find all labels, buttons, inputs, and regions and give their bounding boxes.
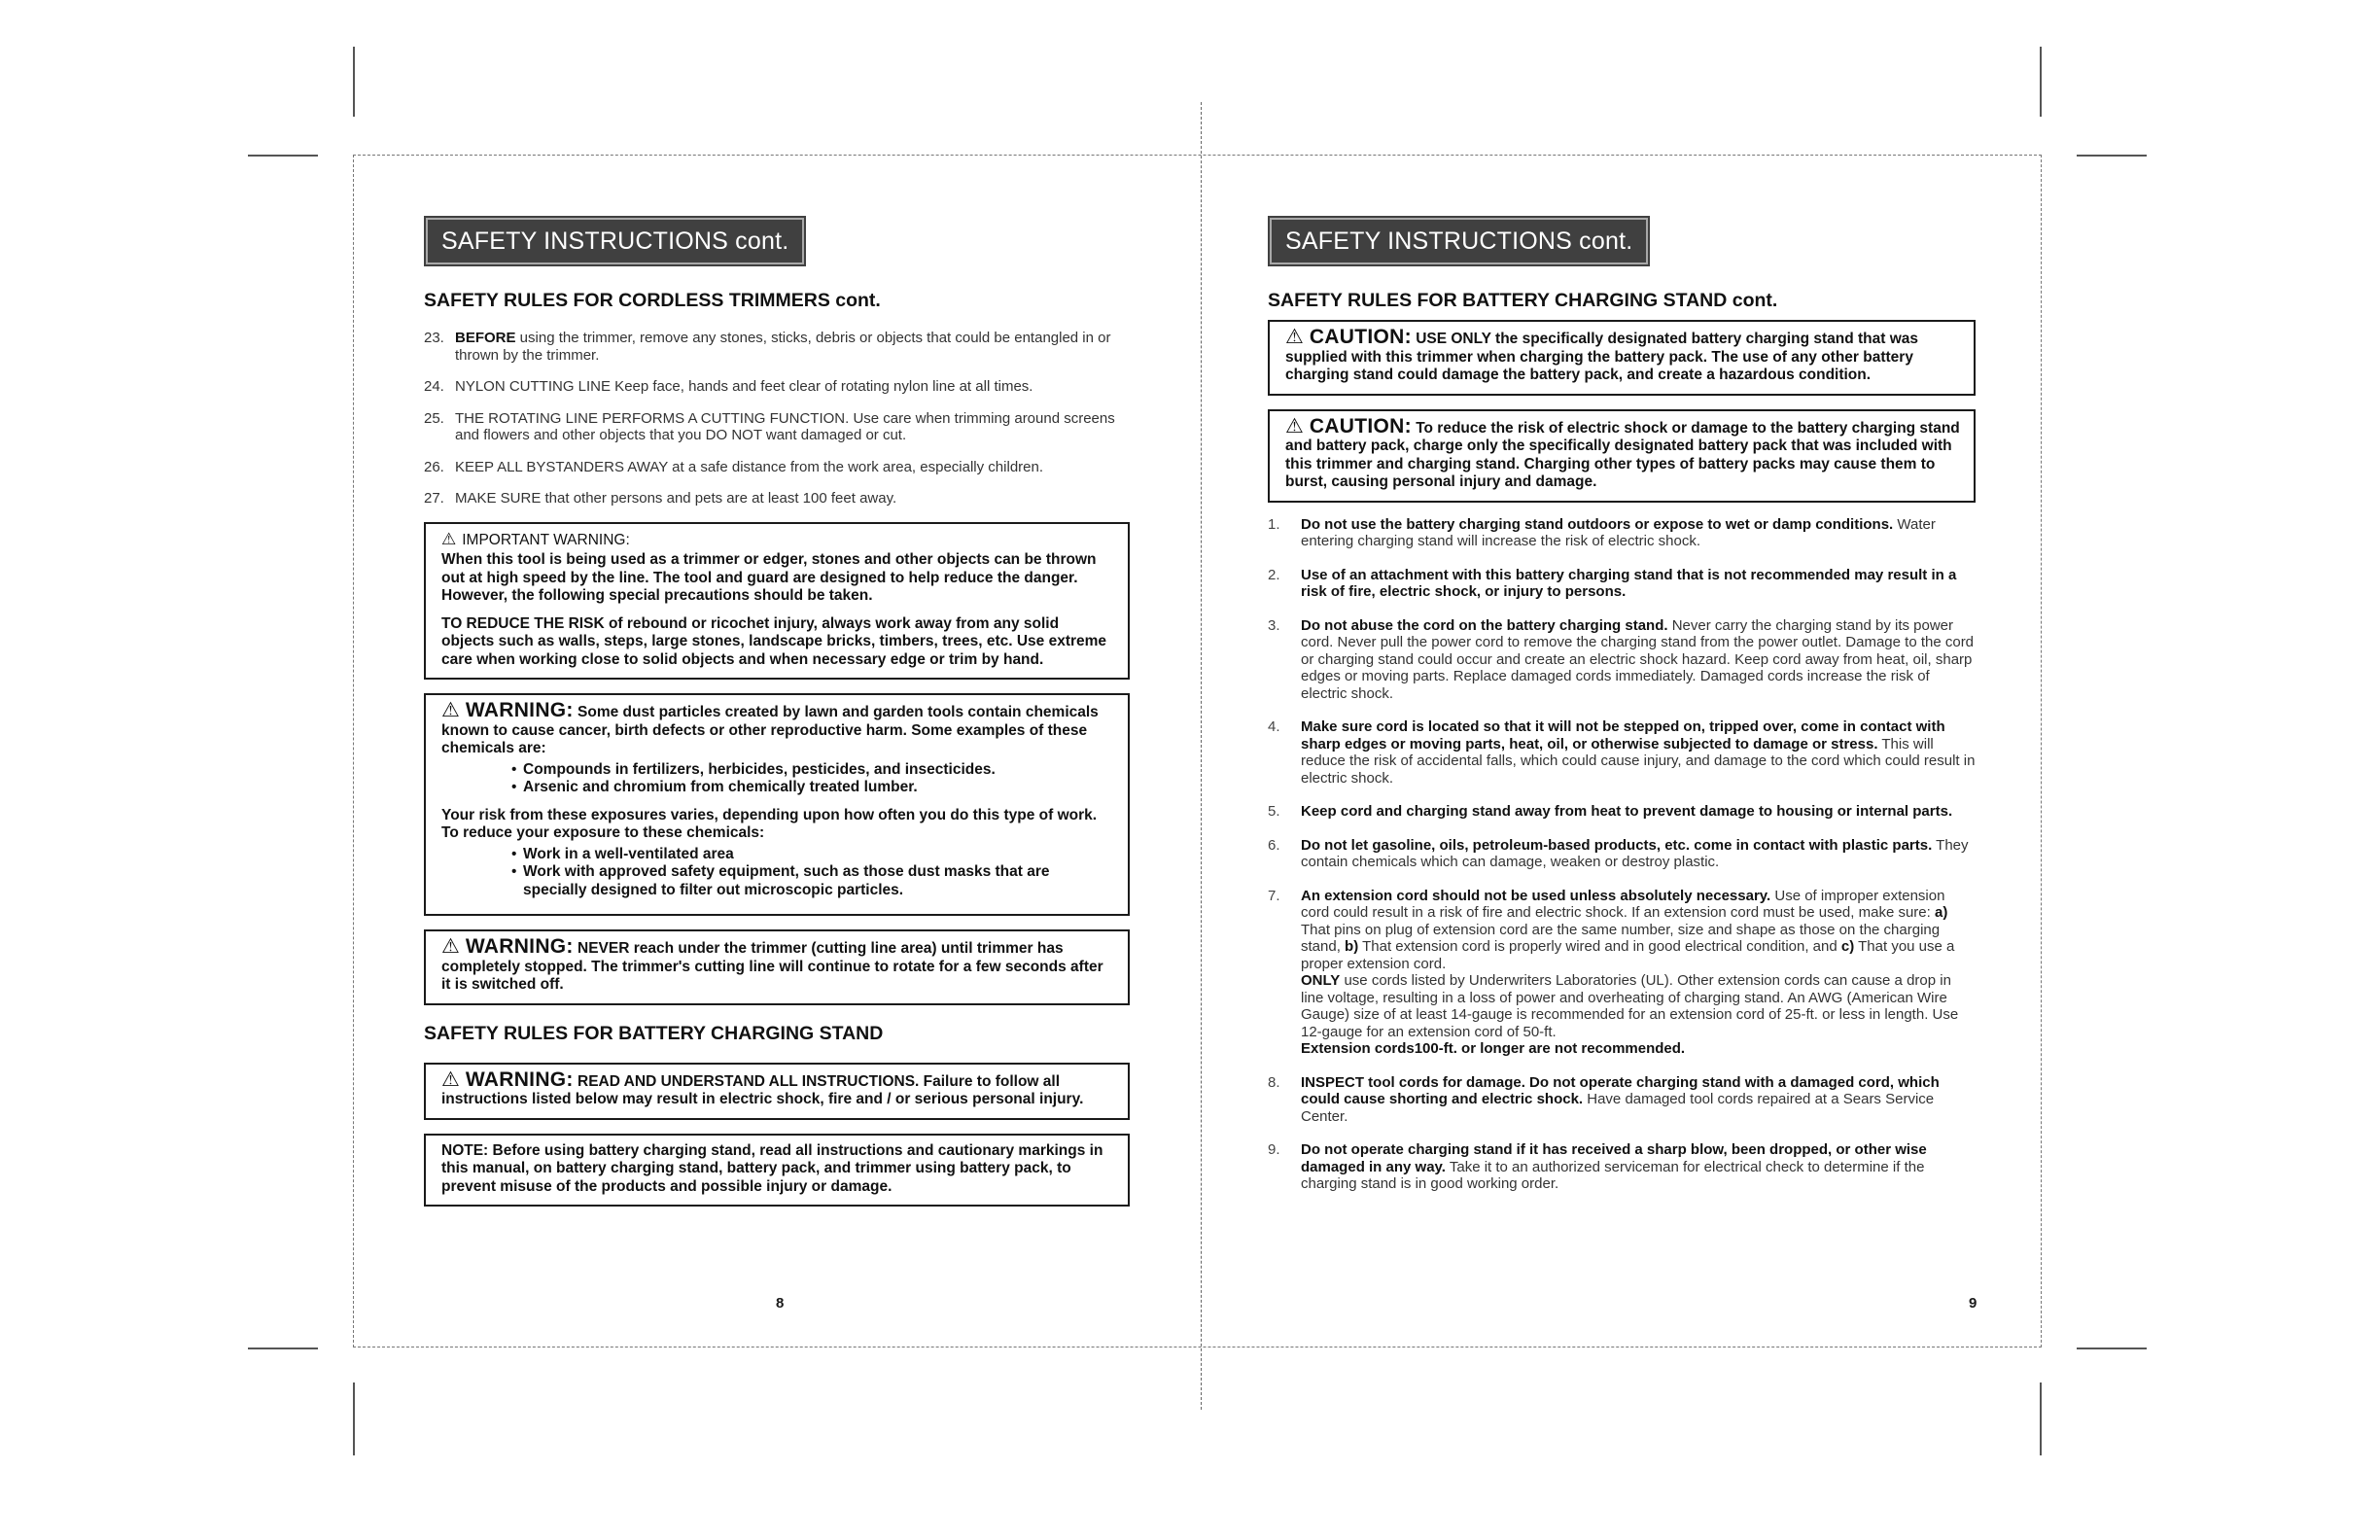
list-item: 27. MAKE SURE that other persons and pets are at least 100 feet away. xyxy=(424,490,897,507)
section-banner: SAFETY INSTRUCTIONS cont. xyxy=(1270,218,1648,264)
box-paragraph: Your risk from these exposures varies, depending upon how often you do this type of work. To reduce your exposure to these chemicals: xyxy=(441,806,1098,841)
caution-box: ⚠ CAUTION: To reduce the risk of electric shock or damage to the battery charging stand and battery pack, charge only the specifically designated battery pack that was included with this trimmer and charging stand. Charging other types of battery packs may cause them to burst, causing personal injury and damage. xyxy=(1268,409,1976,503)
list-item: 25. THE ROTATING LINE PERFORMS A CUTTING FUNCTION. Use care when trimming around screens and flowers and other objects that you DO NOT want damaged or cut. xyxy=(424,409,1115,443)
chemical-examples-list xyxy=(511,761,1114,797)
list-item: 9. Do not operate charging stand if it has received a sharp blow, been dropped, or other wise damaged in any way. Take it to an authorized serviceman for electrical check to determine if the charging stand is in good working order. xyxy=(1268,1141,1927,1192)
warning-triangle-icon: ⚠ xyxy=(441,1068,460,1091)
warning-read-box: ⚠ WARNING: READ AND UNDERSTAND ALL INSTRUCTIONS. Failure to follow all instructions listed below may result in electric shock, fire and / or serious personal injury. xyxy=(424,1063,1130,1120)
crop-mark xyxy=(2040,1382,2042,1455)
charging-stand-rules-list xyxy=(1268,516,1976,1193)
crop-mark xyxy=(2077,155,2147,157)
note-text: NOTE: Before using battery charging stand, read all instructions and cautionary markings in this manual, on battery charging stand, battery pack, and trimmer using battery pack, to prevent misuse of the products and possible injury or damage. xyxy=(441,1141,1103,1195)
crop-mark xyxy=(353,47,355,117)
exposure-measures-list xyxy=(511,846,1114,900)
crop-mark xyxy=(248,155,318,157)
list-item: • Work with approved safety equipment, such as those dust masks that are specially designed to filter out microscopic particles. xyxy=(511,863,1114,899)
warning-triangle-icon: ⚠ xyxy=(441,529,457,548)
note-box xyxy=(424,1134,1130,1208)
crop-mark xyxy=(2077,1348,2147,1349)
warning-never-box: ⚠ WARNING: NEVER reach under the trimmer (cutting line area) until trimmer has completely stopped. The trimmer's cutting line will continue to rotate for a few seconds after it is switched off. xyxy=(424,929,1130,1005)
crop-mark xyxy=(353,1382,355,1455)
left-page xyxy=(424,218,1130,1220)
fold-line xyxy=(1201,102,1202,1410)
box-title: IMPORTANT WARNING: xyxy=(462,531,630,548)
section-heading: SAFETY RULES FOR CORDLESS TRIMMERS cont. xyxy=(424,290,881,311)
warning-triangle-icon: ⚠ xyxy=(441,699,460,721)
right-page xyxy=(1268,218,1976,1209)
warning-triangle-icon: ⚠ xyxy=(1285,326,1304,348)
section-heading: SAFETY RULES FOR BATTERY CHARGING STAND cont. xyxy=(1268,290,1778,311)
box-paragraph: When this tool is being used as a trimmer or edger, stones and other objects can be thrown out at high speed by the line. The tool and guard are designed to help reduce the danger. However, the following special precautions should be taken. xyxy=(441,551,1097,604)
list-item: 3. Do not abuse the cord on the battery charging stand. Never carry the charging stand by its power cord. Never pull the power cord to remove the charging stand from the power outlet. Damage to the cord or charging stand could occur and create an electric shock hazard. Keep cord away from heat, oil, sharp edges or moving parts. Replace damaged cords immediately. Damaged cords increase the risk of electric shock. xyxy=(1268,616,1975,702)
trimmer-rules-list xyxy=(424,330,1130,508)
page-number: 8 xyxy=(776,1295,785,1312)
list-item: 23. BEFORE using the trimmer, remove any stones, sticks, debris or objects that could be entangled in or thrown by the trimmer. xyxy=(424,330,1111,364)
list-item: • Arsenic and chromium from chemically treated lumber. xyxy=(511,779,1114,797)
list-item: 6. Do not let gasoline, oils, petroleum-based products, etc. come in contact with plastic parts. They contain chemicals which can damage, weaken or destroy plastic. xyxy=(1268,836,1969,870)
list-item: • Work in a well-ventilated area xyxy=(511,846,1114,864)
list-item: • Compounds in fertilizers, herbicides, pesticides, and insecticides. xyxy=(511,761,1114,780)
list-item: 1. Do not use the battery charging stand outdoors or expose to wet or damp conditions. Water entering charging stand will increase the risk of electric shock. xyxy=(1268,515,1936,549)
list-item: 4. Make sure cord is located so that it will not be stepped on, tripped over, come in contact with sharp edges or moving parts, heat, oil, or otherwise subjected to damage or stress. This will reduce the risk of accidental falls, which could cause injury, and damage to the cord which could result in electric shock. xyxy=(1268,718,1976,787)
crop-mark xyxy=(2040,47,2042,117)
list-item: 8. INSPECT tool cords for damage. Do not operate charging stand with a damaged cord, which could cause shorting and electric shock. Have damaged tool cords repaired at a Sears Service Center. xyxy=(1268,1073,1940,1125)
box-paragraph: TO REDUCE THE RISK of rebound or ricochet injury, always work away from any solid objects such as walls, steps, large stones, landscape bricks, timbers, trees, etc. Use extreme care when working close to solid objects and when necessary edge or trim by hand. xyxy=(441,614,1107,668)
warning-triangle-icon: ⚠ xyxy=(441,935,460,958)
warning-dust-box: ⚠ WARNING: Some dust particles created by lawn and garden tools contain chemicals known to cause cancer, birth defects or other reproductive harm. Some examples of these chemicals are: • Compounds in fertilizers, herbicides, pesticides, and insecticides. • Arsenic and chromium from chemically treated lumber. Your risk from these exposures varies, depending upon how often you do this type of work. To reduce your exposure to these chemicals: • Work in a well-ventilated area • Work with approved safety equipment, such as those dust masks that are specially designed to filter out microscopic particles. xyxy=(424,693,1130,916)
caution-box: ⚠ CAUTION: USE ONLY the specifically designated battery charging stand that was supplied with this trimmer when charging the battery pack. The use of any other battery charging stand could damage the battery pack, and create a hazardous condition. xyxy=(1268,320,1976,396)
list-item: 26. KEEP ALL BYSTANDERS AWAY at a safe distance from the work area, especially children. xyxy=(424,458,1044,475)
page-number: 9 xyxy=(1969,1295,1978,1312)
section-banner: SAFETY INSTRUCTIONS cont. xyxy=(426,218,804,264)
warning-triangle-icon: ⚠ xyxy=(1285,414,1304,438)
section-heading: SAFETY RULES FOR BATTERY CHARGING STAND xyxy=(424,1022,884,1044)
list-item: 2. Use of an attachment with this battery charging stand that is not recommended may result in a risk of fire, electric shock, or injury to persons. xyxy=(1268,566,1957,600)
list-item: 5. Keep cord and charging stand away from heat to prevent damage to housing or internal parts. xyxy=(1268,803,1953,820)
crop-mark xyxy=(248,1348,318,1349)
important-warning-box xyxy=(424,522,1130,681)
list-item: 7. An extension cord should not be used unless absolutely necessary. Use of improper extension cord could result in a risk of fire and electric shock. If an extension cord must be used, make sure: a) That pins on plug of extension cord are the same number, size and shape as those on the charging stand, b) That extension cord is properly wired and in good electrical condition, and c) That you use a proper extension cord. ONLY use cords listed by Underwriters Laboratories (UL). Other extension cords can cause a drop in line voltage, resulting in a loss of power and overheating of charging stand. An AWG (American Wire Gauge) size of at least 14-gauge is recommended for an extension cord of 25-ft. or less in length. Use 12-gauge for an extension cord of 50-ft. Extension cords100-ft. or longer are not recommended. xyxy=(1268,887,1959,1057)
list-item: 24. NYLON CUTTING LINE Keep face, hands and feet clear of rotating nylon line at all times. xyxy=(424,378,1033,395)
